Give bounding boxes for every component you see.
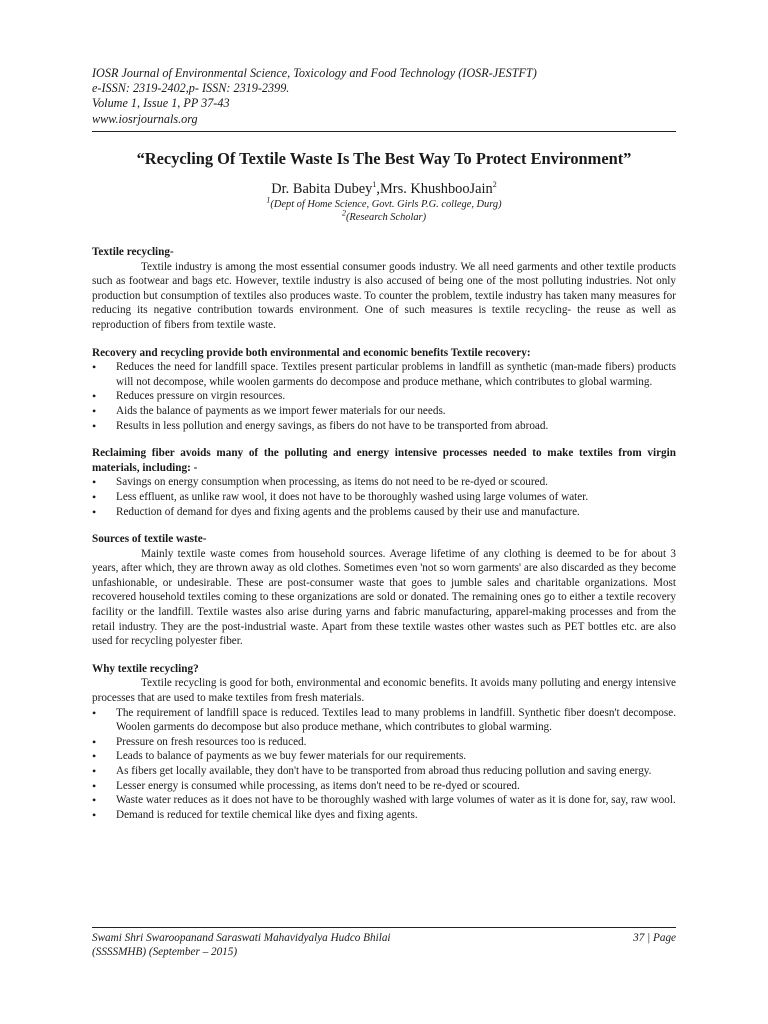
paper-title: “Recycling Of Textile Waste Is The Best Way To Protect Environment”: [136, 148, 632, 168]
bullet-list: [92, 706, 676, 823]
paper-page: [92, 66, 676, 822]
bullet-list: [92, 475, 676, 519]
header-rule: [92, 131, 676, 132]
list-item: • Pressure on fresh resources too is reduced.: [92, 735, 676, 750]
affiliation-text: (Research Scholar): [345, 212, 427, 224]
section-heading: Textile recycling-: [92, 246, 174, 258]
body-paragraph: Textile industry is among the most essential consumer goods industry. We all need garments and other textile products such as footwear and bags etc. However, textile industry is also accused of being one of the most polluting industries. Not only production but consumption of textiles also produces waste. To counter the problem, textile industry has taken many measures for reducing its negative contribution towards environment. One of such measures is textile recycling- the reuse as well as reproduction of fibers from textile waste.: [92, 260, 676, 331]
list-item: • As fibers get locally available, they don't have to be transported from abroad thus reducing pollution and saving energy.: [92, 764, 676, 779]
author-name: Dr. Babita Dubey: [271, 180, 373, 197]
list-item: • Reduces pressure on virgin resources.: [92, 389, 676, 404]
page-number: 37 | Page: [633, 932, 676, 944]
footer-conference: (SSSSMHB) (September – 2015): [92, 946, 238, 958]
list-item: • Leads to balance of payments as we buy fewer materials for our requirements.: [92, 749, 676, 764]
list-item: • Less effluent, as unlike raw wool, it does not have to be thoroughly washed using large volumes of water.: [92, 490, 676, 505]
section-heading: Sources of textile waste-: [92, 533, 207, 546]
list-item: • Reduces the need for landfill space. Textiles present particular problems in landfill as synthetic (man-made fibers) products will not decompose, while woolen garments do decompose and produce methane, which contributes to global warming.: [92, 360, 676, 389]
footer-institution: Swami Shri Swaroopanand Saraswati Mahavidyalya Hudco Bhilai: [92, 932, 391, 944]
list-item: • Waste water reduces as it does not have to be thoroughly washed with large volumes of water as it is done for, say, raw wool.: [92, 793, 676, 808]
journal-name: IOSR Journal of Environmental Science, Toxicology and Food Technology (IOSR-JESTFT): [92, 66, 537, 80]
journal-website: www.iosrjournals.org: [92, 111, 198, 126]
affiliation-line: [92, 208, 676, 225]
volume-line: Volume 1, Issue 1, PP 37-43: [92, 96, 230, 111]
author-separator: ,: [376, 180, 380, 197]
footer-row: [92, 931, 676, 945]
list-item: • Savings on energy consumption when processing, as items do not need to be re-dyed or scoured.: [92, 475, 676, 490]
section-heading: Reclaiming fiber avoids many of the polluting and energy intensive processes needed to make textiles from virgin materials, including: -: [92, 447, 676, 474]
list-item: • Demand is reduced for textile chemical like dyes and fixing agents.: [92, 808, 676, 823]
page-footer: [92, 927, 676, 959]
author-line: [92, 180, 676, 198]
section-heading: Why textile recycling?: [92, 662, 199, 675]
bullet-list: [92, 360, 676, 433]
body-paragraph: Mainly textile waste comes from household sources. Average lifetime of any clothing is deemed to be for about 3 years, after which, they are thrown away as old clothes. Sometimes even 'not so worn garments' are also discarded as they become unfashionable, or undesirable. These are post-consumer waste that goes to jumble sales and charitable organizations. Most recovered household textiles coming to these organizations are sold or donated. The remaining ones go to either a textile recovery facility or the landfill. Textile wastes also arise during yarns and fabric manufacturing, apparel-making processes and from the retail industry. They are the post-industrial waste. Apart from these textile wastes other wastes such as PET bottles etc. are also used for recycling polyester fiber.: [92, 547, 676, 648]
affiliation-line: [92, 195, 676, 212]
body-paragraph: Textile recycling is good for both, environmental and economic benefits. It avoids many polluting and energy intensive processes that are used to make textiles from fresh materials.: [92, 677, 676, 705]
affiliation-mark: 2: [341, 208, 346, 218]
list-item: • Reduction of demand for dyes and fixing agents and the problems caused by their use and manufacture.: [92, 505, 676, 520]
journal-header: [92, 66, 676, 127]
affiliation-mark: 1: [266, 195, 271, 205]
section-heading: Recovery and recycling provide both environmental and economic benefits Textile recovery:: [92, 346, 531, 359]
affiliation-text: (Dept of Home Science, Govt. Girls P.G. college, Durg): [270, 198, 502, 210]
author-affiliation-mark: 2: [492, 180, 497, 190]
list-item: • Aids the balance of payments as we import fewer materials for our needs.: [92, 404, 676, 419]
issn-line: e-ISSN: 2319-2402,p- ISSN: 2319-2399.: [92, 81, 290, 96]
list-item: • Lesser energy is consumed while processing, as items don't need to be re-dyed or scoured.: [92, 779, 676, 794]
list-item: • Results in less pollution and energy savings, as fibers do not have to be transported from abroad.: [92, 419, 676, 434]
list-item: • The requirement of landfill space is reduced. Textiles lead to many problems in landfill. Synthetic fiber doesn't decompose. Woolen garments do decompose but also produce methane, which contributes to global warming.: [92, 706, 676, 735]
author-name: Mrs. KhushbooJain: [380, 180, 493, 197]
footer-rule: [92, 927, 676, 928]
author-affiliation-mark: 1: [372, 180, 377, 190]
